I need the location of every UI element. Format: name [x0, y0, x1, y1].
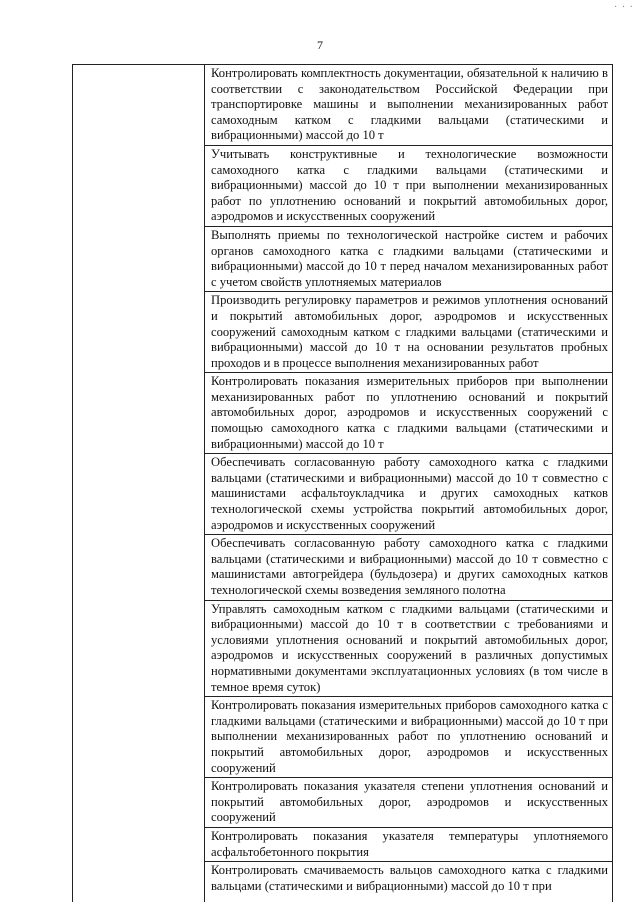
skills-table [72, 64, 613, 902]
table-row: Контролировать показания указателя температуры уплотняемого асфальтобетонного покрытия [204, 828, 612, 862]
table-row: Контролировать смачиваемость вальцов самоходного катка с гладкими вальцами (статическими и вибрационными) массой до 10 т при [211, 863, 608, 893]
corner-mark: · · · [614, 2, 634, 13]
table-left-column [73, 65, 205, 902]
table-row: Управлять самоходным катком с гладкими вальцами (статическими и вибрационными) массой до 10 т в соответствии с требованиями и условиями уплотнения оснований и покрытий автомобильных дорог, аэродромов и искусственных сооружений в различных допустимых нормативными документами эксплуатационных условиях (в том числе в темное время суток) [204, 601, 612, 698]
table-row: Контролировать показания измерительных приборов при выполнении механизированных работ по уплотнению оснований и покрытий автомобильных дорог, аэродромов и искусственных сооружений с помощью самоходного катка с гладкими вальцами (статическими и вибрационными) массой до 10 т [204, 373, 612, 454]
table-row: Обеспечивать согласованную работу самоходного катка с гладкими вальцами (статическими и вибрационными) массой до 10 т совместно с машинистами автогрейдера (бульдозера) и других самоходных катков технологической схемы возведения земляного полотна [204, 535, 612, 600]
table-right-column [204, 65, 612, 902]
table-row: Контролировать комплектность документации, обязательной к наличию в соответствии с законодательством Российской Федерации при транспортировке машины и выполнении механизированных работ самоходным катком с гладкими вальцами (статическими и вибрационными) массой до 10 т [204, 65, 612, 146]
table-row: Контролировать показания указателя степени уплотнения оснований и покрытий автомобильных дорог, аэродромов и искусственных сооружений [204, 778, 612, 828]
page-number: 7 [317, 38, 323, 52]
table-row: Учитывать конструктивные и технологические возможности самоходного катка с гладкими вальцами (статическими и вибрационными) массой до 10 т при выполнении механизированных работ по уплотнению оснований и покрытий автомобильных дорог, аэродромов и искусственных сооружений [204, 146, 612, 227]
table-row: Производить регулировку параметров и режимов уплотнения оснований и покрытий автомобильных дорог, аэродромов и искусственных сооружений самоходным катком с гладкими вальцами (статическими и вибрационными) массой до 10 т на основании результатов пробных проходов и в процессе выполнения механизированных работ [204, 292, 612, 373]
table-row: Выполнять приемы по технологической настройке систем и рабочих органов самоходного катка с гладкими вальцами (статическими и вибрационными) массой до 10 т перед началом механизированных работ с учетом свойств уплотняемых материалов [204, 227, 612, 292]
table-row: Обеспечивать согласованную работу самоходного катка с гладкими вальцами (статическими и вибрационными) массой до 10 т совместно с машинистами асфальтоукладчика и других самоходных катков технологической схемы устройства покрытий автомобильных дорог, аэродромов и искусственных сооружений [204, 454, 612, 535]
table-row: Контролировать показания измерительных приборов самоходного катка с гладкими вальцами (статическими и вибрационными) массой до 10 т при выполнении механизированных работ по уплотнению оснований и покрытий автомобильных дорог, аэродромов и искусственных сооружений [204, 697, 612, 778]
